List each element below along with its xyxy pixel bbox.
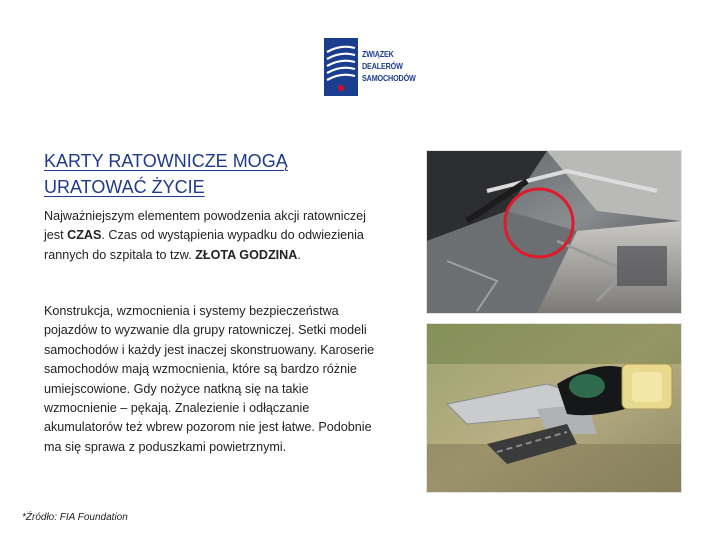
logo-line: ZWIĄZEK (362, 49, 394, 59)
logo-line: SAMOCHODÓW (362, 73, 416, 83)
title-line-1: KARTY RATOWNICZE MOGĄ (44, 151, 288, 171)
intro-text-after: . (297, 247, 301, 262)
rescue-cutter-image (427, 324, 681, 492)
intro-text-before: Najważniejszym elementem powodzenia akcji ratowniczej jest (44, 209, 366, 243)
logo (324, 38, 420, 98)
source-note: *Źródło: FIA Foundation (22, 512, 128, 523)
body-paragraph: Konstrukcja, wzmocnienia i systemy bezpieczeństwa pojazdów to wyzwanie dla grupy ratowniczej. Setki modeli samochodów i każdy jest inaczej skonstruowany. Karoserie samochodów mają wzmocnienia, które są bardzo różnie umiejscowione. Gdy nożyce natkną się na takie wzmocnienie – pękają. Znalezienie i odłączanie akumulatorów też wbrew pozorom nie jest łatwe. Podobnie ma się sprawa z poduszkami powietrznymi. (44, 304, 375, 454)
page-title (44, 148, 384, 200)
intro-text-middle: . Czas od wystąpienia wypadku do odwiezienia rannych do szpitala to tzw. (44, 228, 364, 262)
logo-line: DEALERÓW (362, 61, 403, 71)
crashed-car-image (427, 151, 681, 313)
logo-text (362, 48, 416, 84)
intro-bold-time: CZAS (67, 228, 102, 243)
logo-waves-icon (324, 38, 358, 96)
intro-paragraph (44, 207, 384, 265)
rescue-cutter-photo (426, 323, 682, 493)
crashed-car-photo (426, 150, 682, 314)
title-line-2: URATOWAĆ ŻYCIE (44, 177, 205, 197)
intro-bold-golden-hour: ZŁOTA GODZINA (195, 247, 298, 262)
